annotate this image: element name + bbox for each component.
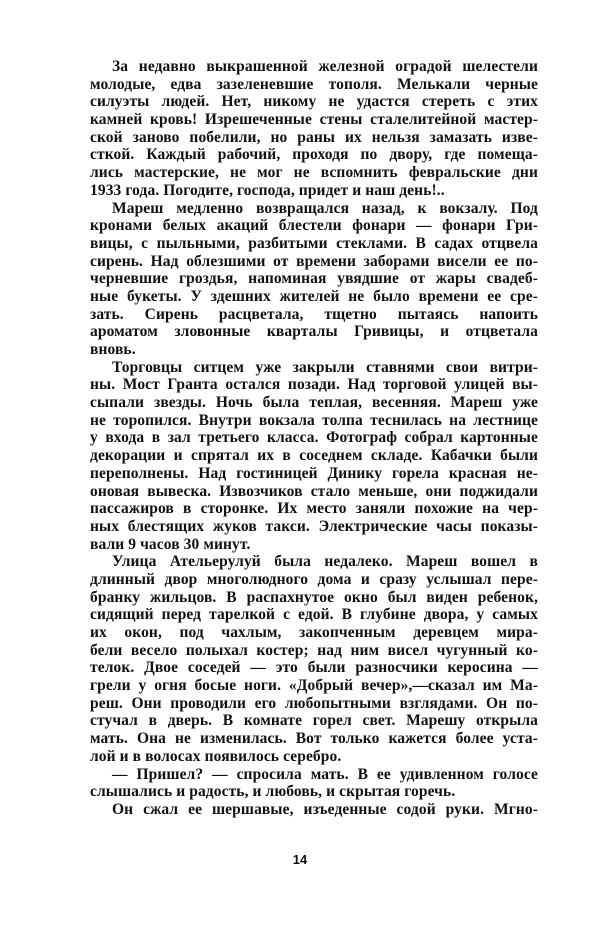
text-line: телок. Двое соседей — это были разносчики керосина —	[90, 659, 538, 677]
text-line: лись мастерские, не мог не вспомнить февральские дни	[90, 164, 538, 182]
text-line: оновая вывеска. Извозчиков стало меньше, они поджидали	[90, 482, 538, 500]
text-line: За недавно выкрашенной железной оградой шелестели	[112, 58, 538, 75]
page-number: 14	[292, 852, 308, 867]
text-line: вицы, с пыльными, разбитыми стеклами. В садах отцвела	[90, 234, 538, 252]
text-line: слышались и радость, и любовь, и скрытая горечь.	[90, 783, 456, 801]
text-line: переполнены. Над гостиницей Динику горела красная не-	[90, 464, 538, 482]
paragraph	[90, 200, 538, 359]
text-line: зать. Сирень расцветала, тщетно пытаясь напоить	[90, 305, 538, 323]
text-line: черневшие гроздья, напоминая увядшие от жары свадеб-	[90, 270, 538, 288]
text-line: сирень. Над облезшими от времени заборами висели ее по-	[90, 252, 538, 270]
text-line: ской заново побелили, но раны их нельзя замазать изве-	[90, 128, 538, 146]
text-line: камней кровь! Изрешеченные стены сталелитейной мастер-	[90, 111, 538, 129]
text-line: стучал в дверь. В комнате горел свет. Марешу открыла	[90, 712, 538, 730]
text-line: реш. Они проводили его любопытными взглядами. Он по-	[90, 694, 538, 712]
paragraph	[90, 553, 538, 765]
text-line: декорации и спрятал их в соседнем складе. Кабачки были	[90, 447, 538, 465]
text-line: бранку жильцов. В распахнутое окно был виден ребенок,	[90, 588, 538, 606]
paragraph	[90, 801, 538, 819]
text-line: вновь.	[90, 341, 136, 358]
text-line: ные букеты. У здешних жителей не было времени ее сре-	[90, 287, 538, 305]
text-line: кронами белых акаций блестели фонари — фонари Гри-	[90, 217, 538, 235]
text-line: вали 9 часов 30 минут.	[90, 535, 251, 553]
text-line: пассажиров в сторонке. Их место заняли похожие на чер-	[90, 500, 538, 518]
text-line: у входа в зал третьего класса. Фотограф собрал картонные	[90, 429, 538, 447]
paragraph	[90, 766, 538, 801]
page-body-text	[90, 58, 538, 819]
text-line: 1933 года. Погодите, господа, придет и наш день!..	[90, 181, 445, 199]
text-line: Он сжал ее шершавые, изъеденные содой руки. Мгно-	[112, 800, 538, 818]
text-line: силуэты людей. Нет, никому не удастся стереть с этих	[90, 93, 538, 111]
text-line: грели у огня босые ноги. «Добрый вечер»,—сказал им Ма-	[90, 677, 538, 695]
text-line: бели весело полыхал костер; над ним висел чугунный ко-	[90, 641, 538, 659]
text-line: — Пришел? — спросила мать. В ее удивленном голосе	[112, 765, 538, 783]
text-line: Торговцы ситцем уже закрыли ставнями свои витри-	[112, 358, 538, 376]
text-line: мать. Она не изменилась. Вот только кажется более уста-	[90, 730, 538, 748]
text-line: сткой. Каждый рабочий, проходя по двору, где помеща-	[90, 146, 538, 164]
text-line: их окон, под чахлым, закопченным деревцем мира-	[90, 624, 538, 641]
text-line: лой и в волосах появилось серебро.	[90, 747, 342, 765]
text-line: Улица Ательерулуй была недалеко. Мареш вошел в	[112, 553, 538, 571]
text-line: ны. Мост Гранта остался позади. Над торговой улицей вы-	[90, 376, 538, 394]
text-line: ароматом зловонные кварталы Гривицы, и отцветала	[90, 323, 538, 341]
paragraph	[90, 58, 538, 200]
text-line: сидящий перед тарелкой с едой. В глубине двора, у самых	[90, 606, 538, 624]
text-line: длинный двор многолюдного дома и сразу услышал пере-	[90, 570, 538, 588]
text-line: Мареш медленно возвращался назад, к вокзалу. Под	[112, 199, 538, 217]
text-line: молодые, едва зазеленевшие тополя. Мелькали черные	[90, 75, 538, 93]
paragraph	[90, 359, 538, 554]
text-line: не торопился. Внутри вокзала толпа теснилась на лестнице	[90, 411, 538, 429]
text-line: сыпали звезды. Ночь была теплая, весенняя. Мареш уже	[90, 394, 538, 412]
text-line: ных блестящих жуков такси. Электрические часы показы-	[90, 517, 538, 535]
